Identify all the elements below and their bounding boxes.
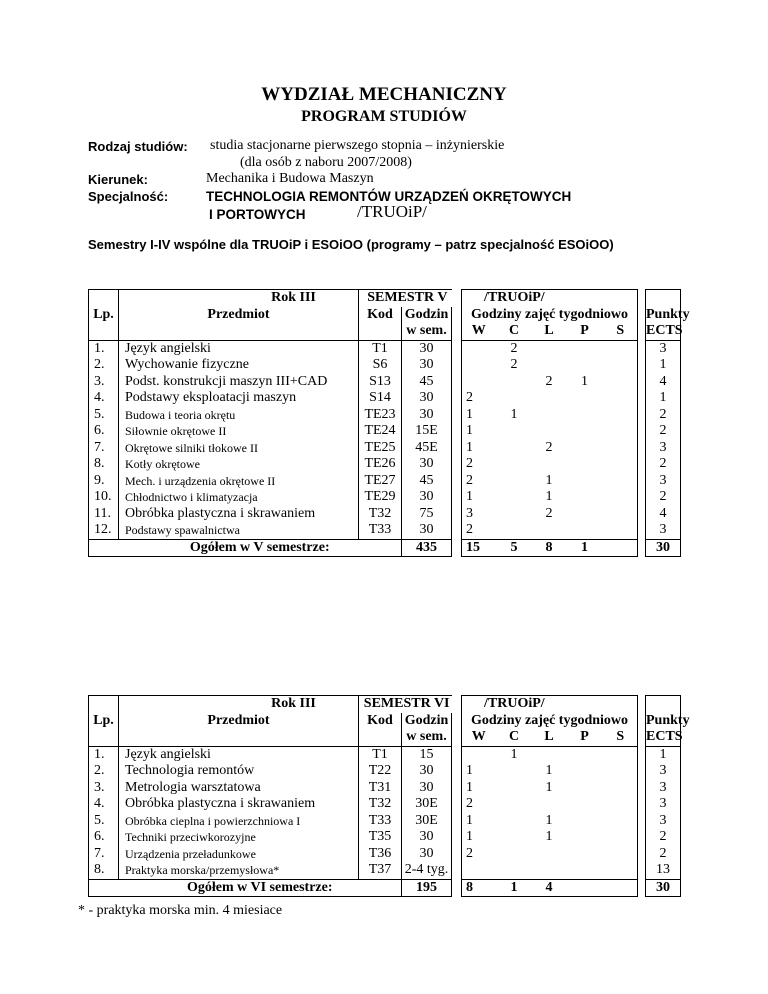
row-subject: Techniki przeciwkorozyjne (119, 829, 359, 846)
row-subject: Język angielski (119, 746, 359, 763)
semester-6-table (88, 695, 690, 897)
row-p (566, 489, 604, 506)
row-lp: 8. (89, 862, 119, 879)
row-hours: 30E (402, 796, 452, 813)
row-hours: 75 (402, 506, 452, 523)
total-row (89, 539, 681, 557)
specialty-line2: I PORTOWYCH (209, 207, 306, 222)
table-row (89, 473, 681, 490)
row-lp: 6. (89, 829, 119, 846)
row-lp: 1. (89, 746, 119, 763)
row-code: T37 (359, 862, 402, 879)
row-l: 1 (545, 812, 553, 828)
row-s (604, 357, 638, 374)
row-s (604, 813, 638, 830)
row-hours: 30 (402, 390, 452, 407)
row-p (566, 846, 604, 863)
row-p (566, 357, 604, 374)
w-header: W (462, 323, 496, 340)
row-ects: 2 (646, 456, 681, 473)
specialty-abbr: /TRUOiP/ (357, 202, 427, 221)
row-s (604, 390, 638, 407)
row-s (604, 796, 638, 813)
row-s (604, 862, 638, 879)
points-header: Punkty (646, 306, 690, 322)
p-header: P (566, 729, 604, 746)
total-w: 8 (462, 879, 496, 897)
row-p (566, 862, 604, 879)
row-c (496, 489, 533, 506)
lp-header: Lp. (89, 307, 119, 324)
table-row (89, 357, 681, 374)
table-row (89, 862, 681, 879)
total-ects: 30 (646, 879, 681, 897)
table-row (89, 407, 681, 424)
row-s (604, 780, 638, 797)
row-hours: 30 (402, 829, 452, 846)
row-subject: Kotły okrętowe (119, 456, 359, 473)
row-ects: 4 (646, 506, 681, 523)
row-s (604, 423, 638, 440)
row-c (496, 440, 533, 457)
row-code: TE26 (359, 456, 402, 473)
row-subject: Siłownie okrętowe II (119, 423, 359, 440)
row-ects: 2 (646, 407, 681, 424)
row-lp: 12. (89, 522, 119, 539)
table-row (89, 374, 681, 391)
row-p (566, 763, 604, 780)
type-note: (dla osób z naboru 2007/2008) (240, 155, 412, 170)
row-p (566, 506, 604, 523)
row-l: 1 (545, 779, 553, 795)
row-lp: 7. (89, 440, 119, 457)
row-c: 1 (510, 746, 518, 762)
row-l: 2 (545, 505, 553, 521)
weekly-header: Godziny zajęć tygodniowo (462, 307, 638, 324)
row-lp: 4. (89, 796, 119, 813)
row-s (604, 489, 638, 506)
total-hours: 435 (402, 539, 452, 557)
common-semesters-note: Semestry I-IV wspólne dla TRUOiP i ESOiOO (programy – patrz specjalność ESOiOO) (88, 237, 614, 252)
lp-header: Lp. (89, 713, 119, 730)
row-w: 1 (462, 829, 496, 846)
row-code: T31 (359, 780, 402, 797)
total-ects: 30 (646, 539, 681, 557)
row-l (533, 746, 566, 763)
points-header: Punkty (646, 712, 690, 728)
table-row (89, 340, 681, 357)
total-c: 1 (496, 879, 533, 897)
row-ects: 2 (646, 829, 681, 846)
total-l: 8 (533, 539, 566, 557)
table-row (89, 423, 681, 440)
row-s (604, 473, 638, 490)
row-subject: Obróbka plastyczna i skrawaniem (119, 506, 359, 523)
total-c: 5 (496, 539, 533, 557)
row-c (496, 763, 533, 780)
hours-header: Godzin (402, 307, 452, 324)
row-hours: 45E (402, 440, 452, 457)
row-c: 2 (510, 357, 518, 372)
row-l: 1 (545, 489, 553, 504)
row-p (566, 829, 604, 846)
row-c (496, 796, 533, 813)
row-ects: 13 (646, 862, 681, 879)
table-row (89, 746, 681, 763)
row-lp: 11. (89, 506, 119, 523)
row-code: TE25 (359, 440, 402, 457)
row-ects: 2 (646, 489, 681, 506)
row-p (566, 522, 604, 539)
table-row (89, 506, 681, 523)
table-row (89, 813, 681, 830)
footnote: * - praktyka morska min. 4 miesiace (78, 903, 283, 918)
row-hours: 30 (402, 456, 452, 473)
specialty-label: Specjalność: (88, 189, 169, 204)
row-l (533, 796, 566, 813)
row-l (533, 407, 566, 424)
row-ects: 3 (646, 813, 681, 830)
row-l: 1 (545, 829, 553, 844)
row-lp: 5. (89, 813, 119, 830)
row-subject: Technologia remontów (119, 763, 359, 780)
row-w: 1 (462, 813, 496, 830)
row-ects: 3 (646, 340, 681, 357)
weekly-header: Godziny zajęć tygodniowo (462, 713, 638, 730)
row-l (533, 340, 566, 357)
table-row (89, 796, 681, 813)
row-lp: 8. (89, 456, 119, 473)
row-code: T22 (359, 763, 402, 780)
row-c (496, 846, 533, 863)
semester-5-table (88, 289, 690, 557)
row-lp: 5. (89, 407, 119, 424)
row-w: 2 (462, 390, 496, 407)
row-w (462, 746, 496, 763)
row-s (604, 522, 638, 539)
total-s (604, 539, 638, 557)
row-subject: Mech. i urządzenia okrętowe II (119, 473, 359, 490)
row-c (496, 506, 533, 523)
ects-header: ECTS (646, 323, 683, 338)
row-w (462, 357, 496, 374)
row-code: T1 (359, 746, 402, 763)
row-p (566, 423, 604, 440)
row-hours: 30 (402, 407, 452, 424)
row-w (462, 374, 496, 391)
direction-label: Kierunek: (88, 172, 148, 187)
hours-header: Godzin (402, 713, 452, 730)
row-c (496, 423, 533, 440)
abbr-label: /TRUOiP/ (462, 696, 638, 713)
row-ects: 3 (646, 763, 681, 780)
row-ects: 3 (646, 473, 681, 490)
row-hours: 30 (402, 763, 452, 780)
subject-header: Przedmiot (119, 713, 359, 730)
row-p (566, 813, 604, 830)
row-subject: Podstawy spawalnictwa (119, 522, 359, 539)
total-row (89, 879, 681, 897)
table-row (89, 780, 681, 797)
row-ects: 3 (646, 796, 681, 813)
table-row (89, 829, 681, 846)
row-ects: 1 (646, 390, 681, 407)
row-lp: 3. (89, 780, 119, 797)
row-ects: 1 (646, 357, 681, 374)
row-c: 1 (510, 406, 518, 422)
row-subject: Metrologia warsztatowa (119, 780, 359, 797)
row-l (533, 390, 566, 407)
row-subject: Urządzenia przeładunkowe (119, 846, 359, 863)
table-row (89, 390, 681, 407)
row-p (566, 746, 604, 763)
total-w: 15 (462, 539, 496, 557)
code-header: Kod (359, 713, 402, 730)
row-l (533, 846, 566, 863)
row-code: S14 (359, 390, 402, 407)
row-w: 2 (462, 456, 496, 473)
row-lp: 4. (89, 390, 119, 407)
row-w: 3 (462, 506, 496, 523)
p-header: P (566, 323, 604, 340)
row-code: S6 (359, 357, 402, 374)
semester-label: SEMESTR V (359, 290, 452, 307)
row-c (496, 390, 533, 407)
row-s (604, 846, 638, 863)
row-ects: 2 (646, 846, 681, 863)
row-code: T33 (359, 813, 402, 830)
row-subject: Chłodnictwo i klimatyzacja (119, 489, 359, 506)
row-code: T35 (359, 829, 402, 846)
row-c (496, 374, 533, 391)
ects-header: ECTS (646, 729, 683, 744)
row-code: T33 (359, 522, 402, 539)
c-header: C (496, 729, 533, 746)
hours-header-2: w sem. (402, 323, 452, 340)
row-code: S13 (359, 374, 402, 391)
row-p (566, 456, 604, 473)
table-row (89, 763, 681, 780)
s-header: S (604, 729, 638, 746)
row-code: T32 (359, 506, 402, 523)
total-label: Ogółem w VI semestrze: (119, 879, 402, 897)
row-code: T32 (359, 796, 402, 813)
row-p (566, 340, 604, 357)
row-hours: 30 (402, 522, 452, 539)
row-hours: 30 (402, 340, 452, 357)
table-row (89, 489, 681, 506)
row-subject: Obróbka cieplna i powierzchniowa I (119, 813, 359, 830)
row-c (496, 473, 533, 490)
row-lp: 2. (89, 357, 119, 374)
faculty-title: WYDZIAŁ MECHANICZNY (261, 84, 507, 105)
row-ects: 3 (646, 522, 681, 539)
subject-header: Przedmiot (119, 307, 359, 324)
row-code: TE27 (359, 473, 402, 490)
row-code: T36 (359, 846, 402, 863)
row-s (604, 506, 638, 523)
row-hours: 15 (402, 746, 452, 763)
row-s (604, 374, 638, 391)
row-l: 2 (545, 373, 553, 389)
row-w: 1 (462, 780, 496, 797)
row-ects: 3 (646, 780, 681, 797)
row-l (533, 522, 566, 539)
row-s (604, 340, 638, 357)
row-l: 1 (545, 763, 553, 778)
row-w: 2 (462, 796, 496, 813)
table-row (89, 522, 681, 539)
row-p (566, 473, 604, 490)
w-header: W (462, 729, 496, 746)
abbr-label: /TRUOiP/ (462, 290, 638, 307)
row-ects: 1 (646, 746, 681, 763)
row-lp: 6. (89, 423, 119, 440)
row-hours: 30 (402, 780, 452, 797)
row-lp: 7. (89, 846, 119, 863)
row-c (496, 522, 533, 539)
table-row (89, 440, 681, 457)
row-subject: Budowa i teoria okrętu (119, 407, 359, 424)
row-lp: 2. (89, 763, 119, 780)
row-l (533, 423, 566, 440)
row-w: 1 (462, 489, 496, 506)
row-subject: Obróbka plastyczna i skrawaniem (119, 796, 359, 813)
row-subject: Okrętowe silniki tłokowe II (119, 440, 359, 457)
row-subject: Podst. konstrukcji maszyn III+CAD (119, 374, 359, 391)
row-s (604, 407, 638, 424)
program-title: PROGRAM STUDIÓW (301, 108, 467, 125)
row-w: 2 (462, 846, 496, 863)
row-c: 2 (510, 340, 518, 356)
row-code: T1 (359, 340, 402, 357)
specialty-line1: TECHNOLOGIA REMONTÓW URZĄDZEŃ OKRĘTOWYCH (206, 189, 572, 204)
row-hours: 2-4 tyg. (402, 862, 452, 879)
row-lp: 9. (89, 473, 119, 490)
table-row (89, 456, 681, 473)
row-lp: 10. (89, 489, 119, 506)
row-l: 2 (545, 439, 553, 455)
row-code: TE23 (359, 407, 402, 424)
row-w (462, 340, 496, 357)
row-w: 1 (462, 423, 496, 440)
row-lp: 3. (89, 374, 119, 391)
row-s (604, 746, 638, 763)
row-s (604, 456, 638, 473)
row-subject: Wychowanie fizyczne (119, 357, 359, 374)
direction-value: Mechanika i Budowa Maszyn (206, 171, 374, 186)
row-hours: 30 (402, 489, 452, 506)
total-s (604, 879, 638, 897)
row-l (533, 357, 566, 374)
row-hours: 45 (402, 374, 452, 391)
total-p: 1 (566, 539, 604, 557)
row-l (533, 862, 566, 879)
row-p (566, 796, 604, 813)
row-s (604, 440, 638, 457)
row-p (566, 407, 604, 424)
row-c (496, 813, 533, 830)
row-subject: Praktyka morska/przemysłowa* (119, 862, 359, 879)
row-w: 2 (462, 522, 496, 539)
row-c (496, 829, 533, 846)
row-p (566, 440, 604, 457)
type-label: Rodzaj studiów: (88, 139, 188, 154)
row-hours: 30 (402, 846, 452, 863)
row-w: 1 (462, 763, 496, 780)
year-label: Rok III (119, 290, 359, 307)
row-s (604, 829, 638, 846)
semester-label: SEMESTR VI (359, 696, 452, 713)
l-header: L (533, 729, 566, 746)
table-row (89, 846, 681, 863)
row-p: 1 (581, 373, 588, 389)
row-p (566, 390, 604, 407)
total-label: Ogółem w V semestrze: (119, 539, 402, 557)
row-code: TE29 (359, 489, 402, 506)
row-w (462, 862, 496, 879)
s-header: S (604, 323, 638, 340)
total-hours: 195 (402, 879, 452, 897)
row-hours: 30 (402, 357, 452, 374)
row-ects: 2 (646, 423, 681, 440)
row-hours: 45 (402, 473, 452, 490)
total-l: 4 (533, 879, 566, 897)
row-code: TE24 (359, 423, 402, 440)
row-w: 1 (462, 440, 496, 457)
total-p (566, 879, 604, 897)
row-s (604, 763, 638, 780)
row-ects: 3 (646, 440, 681, 457)
row-l (533, 456, 566, 473)
hours-header-2: w sem. (402, 729, 452, 746)
code-header: Kod (359, 307, 402, 324)
row-c (496, 862, 533, 879)
row-p (566, 780, 604, 797)
row-subject: Język angielski (119, 340, 359, 357)
row-hours: 15E (402, 423, 452, 440)
row-ects: 4 (646, 374, 681, 391)
row-c (496, 780, 533, 797)
row-w: 1 (462, 407, 496, 424)
c-header: C (496, 323, 533, 340)
row-l: 1 (545, 472, 553, 488)
year-label: Rok III (119, 696, 359, 713)
row-lp: 1. (89, 340, 119, 357)
row-w: 2 (462, 473, 496, 490)
row-c (496, 456, 533, 473)
type-value: studia stacjonarne pierwszego stopnia – inżynierskie (210, 138, 505, 153)
l-header: L (533, 323, 566, 340)
row-hours: 30E (402, 813, 452, 830)
row-subject: Podstawy eksploatacji maszyn (119, 390, 359, 407)
